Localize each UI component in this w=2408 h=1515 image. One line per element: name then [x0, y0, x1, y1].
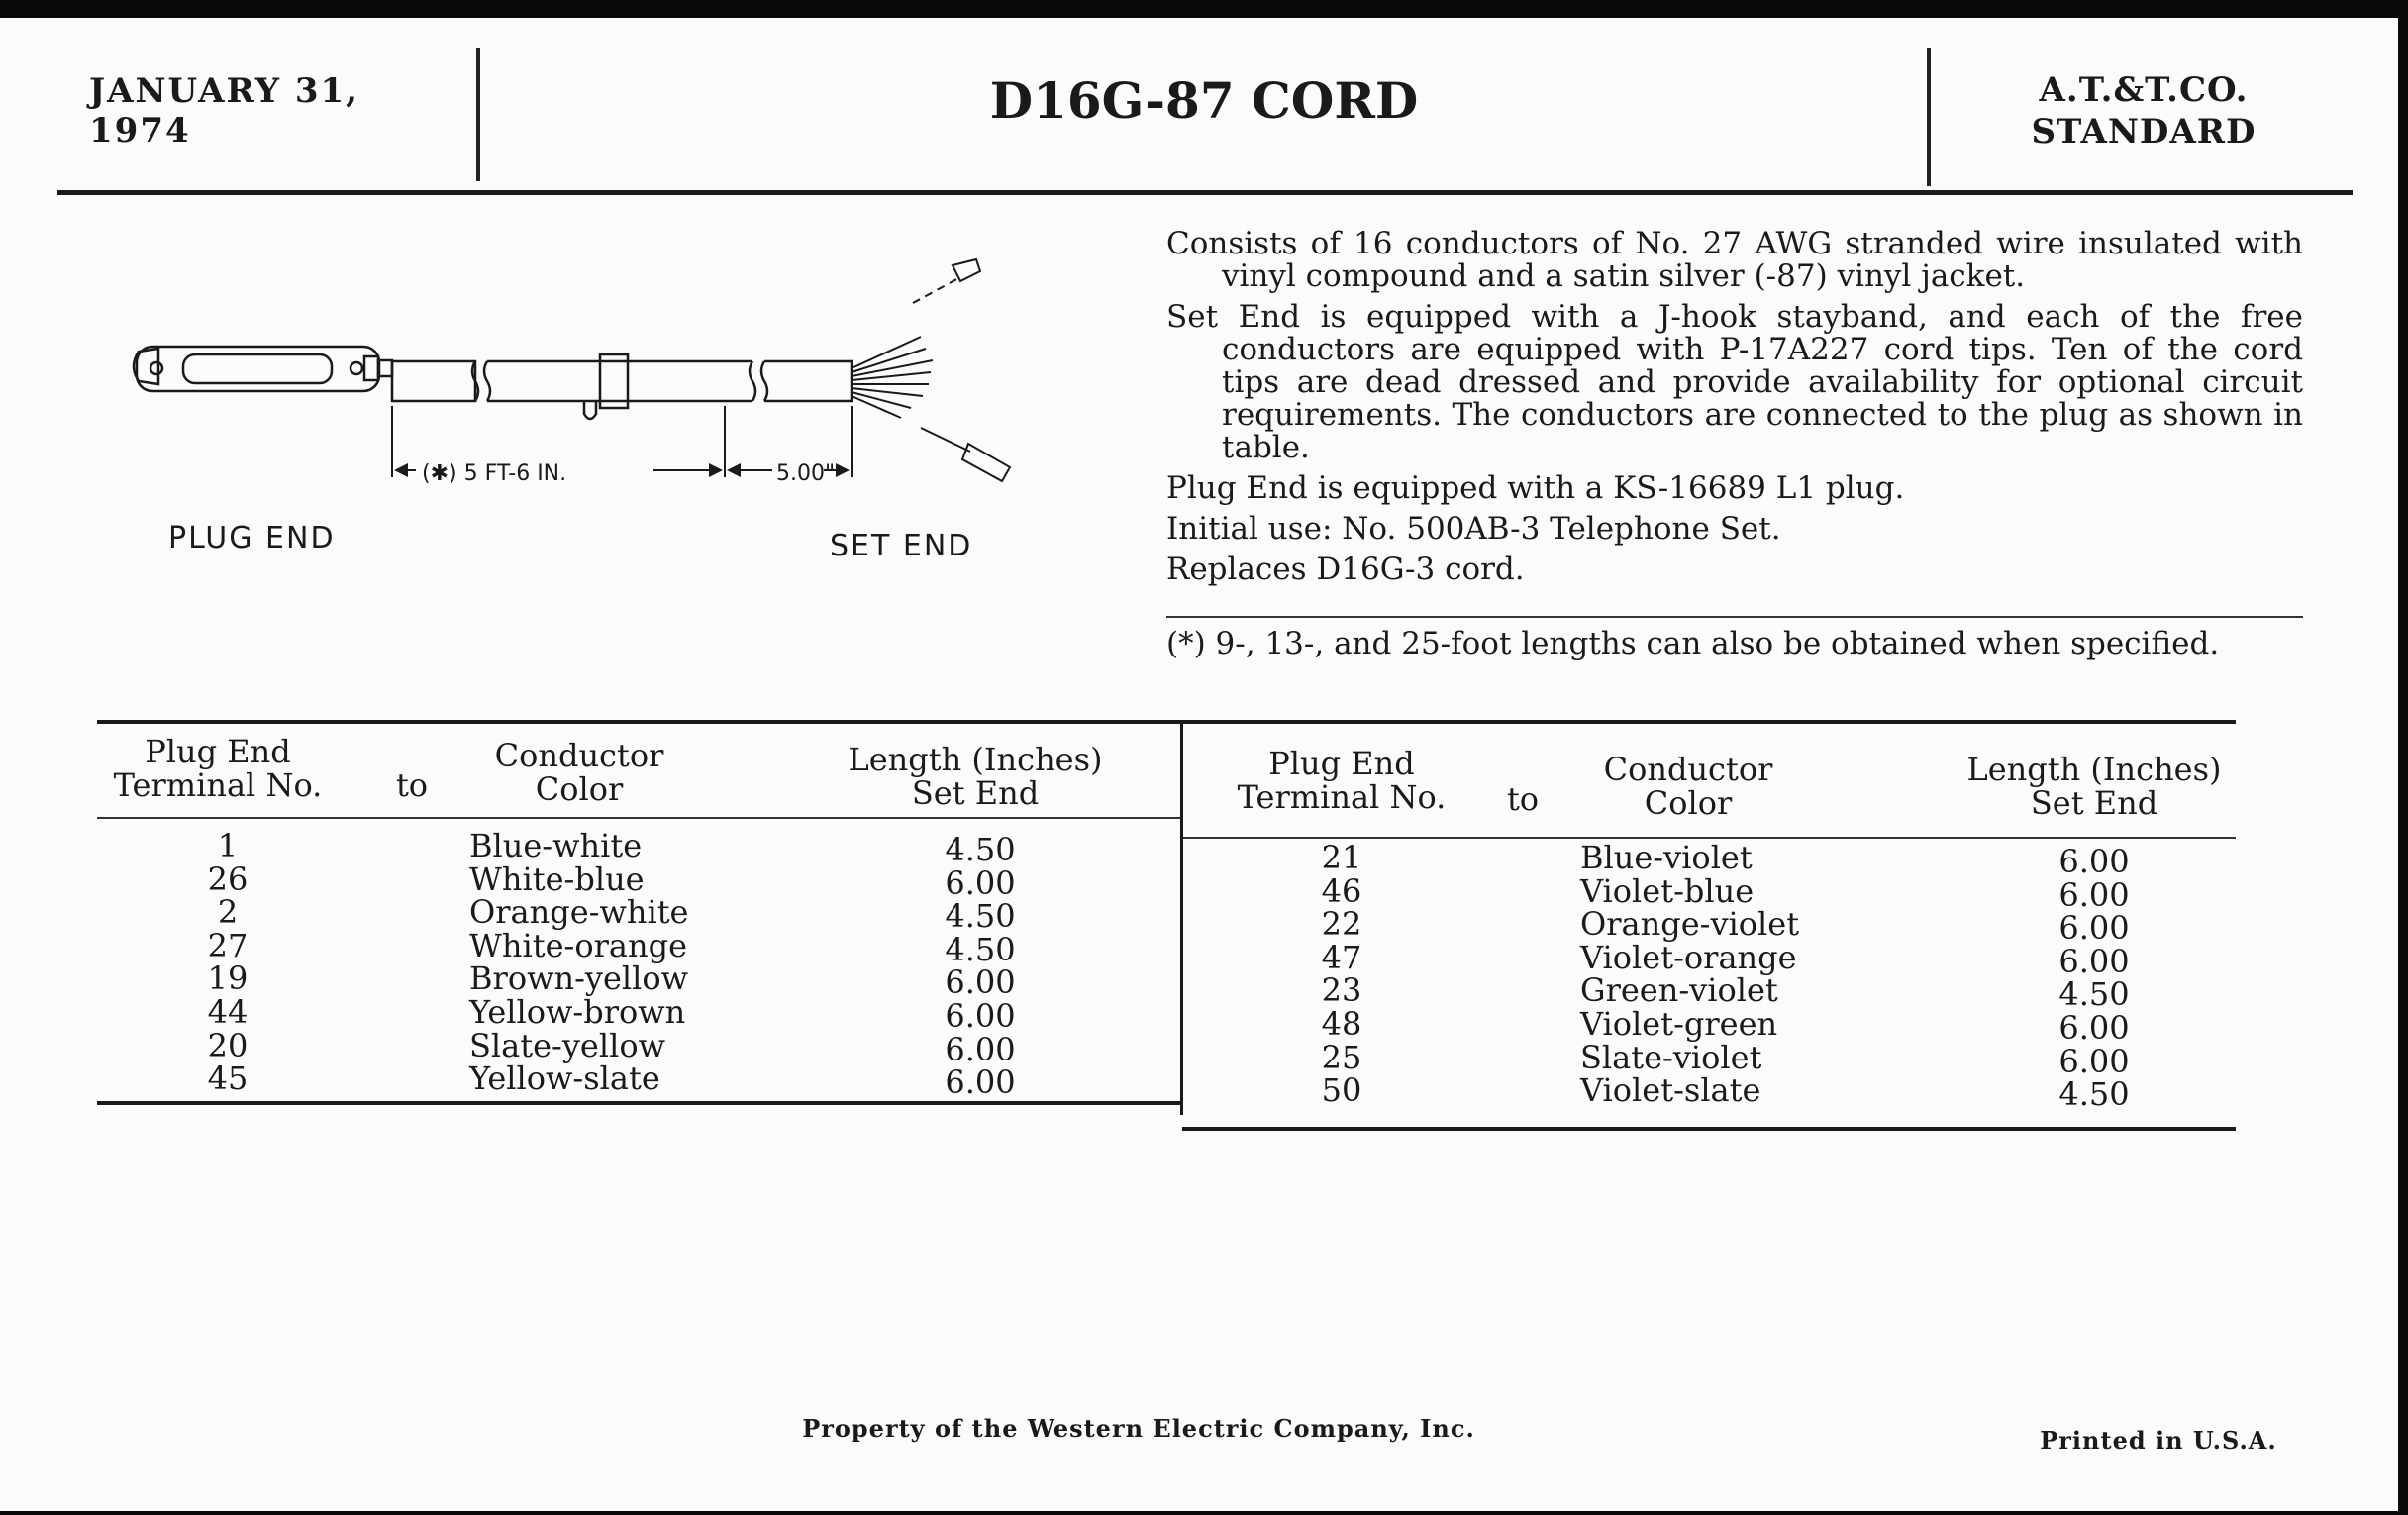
- table-cell: Violet-orange: [1580, 938, 1797, 976]
- table-bottom-rule-left: [97, 1101, 1182, 1105]
- table-cell: 46: [1321, 871, 1362, 910]
- dimension-set-label: 5.00": [776, 461, 836, 486]
- right-length-column: [2035, 843, 2154, 1114]
- table-cell: 6.00: [945, 996, 1016, 1035]
- table-cell: 6.00: [2058, 1042, 2130, 1080]
- table-cell: 4.50: [945, 930, 1016, 968]
- printed-notice: Printed in U.S.A.: [2040, 1426, 2277, 1455]
- plug-end-label: PLUG END: [168, 521, 336, 556]
- table-cell: 6.00: [2058, 1008, 2130, 1047]
- table-cell: 6.00: [2058, 942, 2130, 980]
- table-cell: Violet-slate: [1580, 1071, 1761, 1110]
- left-terminal-column: [178, 827, 277, 1098]
- table-cell: 47: [1321, 938, 1362, 976]
- description-para-3: Plug End is equipped with a KS-16689 L1 plug.: [1166, 470, 1905, 506]
- table-cell: 4.50: [2058, 975, 2130, 1014]
- right-terminal-column: [1292, 839, 1391, 1110]
- table-cell: Violet-green: [1580, 1004, 1778, 1043]
- table-cell: Slate-yellow: [469, 1026, 665, 1064]
- table-cell: 50: [1321, 1071, 1362, 1110]
- left-color-column: [469, 827, 766, 1098]
- table-cell: 6.00: [945, 963, 1016, 1002]
- table-cell: 6.00: [2058, 875, 2130, 914]
- dimension-length-label: (✱) 5 FT-6 IN.: [422, 461, 567, 486]
- header-color-left: Conductor Color: [494, 737, 664, 808]
- right-color-column: [1580, 839, 1897, 1110]
- table-cell: 6.00: [945, 1030, 1016, 1068]
- table-cell: 2: [217, 893, 239, 932]
- description-rule: [1166, 616, 2303, 618]
- table-top-rule: [97, 720, 2236, 724]
- table-cell: 26: [207, 859, 249, 898]
- description-para-5: Replaces D16G-3 cord.: [1166, 552, 1525, 587]
- left-length-column: [921, 831, 1040, 1102]
- table-cell: Orange-violet: [1580, 905, 1800, 944]
- table-cell: Violet-blue: [1580, 871, 1755, 910]
- length-note: (*) 9-, 13-, and 25-foot lengths can also be obtained when specified.: [1166, 626, 2220, 661]
- cord-diagram: [119, 257, 1069, 535]
- header-to-right: to: [1506, 780, 1540, 818]
- property-notice: Property of the Western Electric Company, Inc.: [802, 1414, 1475, 1443]
- standard-block: [1931, 69, 2357, 152]
- scan-edge-right: [2398, 0, 2408, 1515]
- table-cell: 45: [207, 1060, 249, 1098]
- header-length-left: Length (Inches) Set End: [848, 741, 1103, 812]
- table-cell: Green-violet: [1580, 971, 1778, 1010]
- table-cell: Orange-white: [469, 893, 689, 932]
- description-para-2: Set End is equipped with a J-hook stayband, and each of the free conductors are equipped with P-17A227 cord tips. Ten of the cord tips are dead dressed and provide availability for optional circuit requirements. The conductors are connected to the plug as shown in table.: [1166, 299, 2303, 465]
- scan-edge-top: [0, 0, 2408, 18]
- table-cell: Yellow-brown: [469, 992, 686, 1031]
- table-cell: White-orange: [469, 926, 688, 964]
- description: [1166, 228, 2303, 594]
- table-cell: 6.00: [945, 863, 1016, 902]
- table-header-rule-left: [97, 817, 1180, 819]
- page-title: D16G-87 CORD: [989, 71, 1419, 130]
- header-rule: [57, 190, 2353, 195]
- table-cell: 4.50: [945, 897, 1016, 936]
- table-cell: 21: [1321, 839, 1362, 876]
- description-para-4: Initial use: No. 500AB-3 Telephone Set.: [1166, 511, 1781, 547]
- table-cell: Slate-violet: [1580, 1038, 1762, 1076]
- table-cell: 6.00: [2058, 843, 2130, 880]
- header-color-right: Conductor Color: [1603, 751, 1773, 822]
- header-to-left: to: [395, 766, 429, 804]
- cable-icon: [392, 354, 852, 419]
- conductor-fan-icon: [852, 259, 1010, 481]
- header-length-right: Length (Inches) Set End: [1966, 751, 2222, 822]
- table-cell: Brown-yellow: [469, 960, 689, 998]
- issue-date: JANUARY 31, 1974: [89, 71, 359, 151]
- table-cell: 6.00: [945, 1063, 1016, 1102]
- table-cell: 6.00: [2058, 909, 2130, 948]
- description-para-1: Consists of 16 conductors of No. 27 AWG stranded wire insulated with vinyl compound and a satin silver (-87) vinyl jacket.: [1166, 226, 2303, 294]
- header-terminal-right: Plug End Terminal No.: [1237, 745, 1447, 816]
- header-terminal-left: Plug End Terminal No.: [113, 733, 323, 804]
- table-cell: 4.50: [945, 831, 1016, 868]
- table-cell: 27: [207, 926, 249, 964]
- table-cell: 44: [207, 992, 249, 1031]
- standard-line-2: STANDARD: [2031, 112, 2257, 152]
- standard-line-1: A.T.&T.CO.: [2039, 70, 2249, 110]
- table-cell: White-blue: [469, 859, 645, 898]
- table-cell: Yellow-slate: [469, 1060, 660, 1098]
- set-end-label: SET END: [830, 529, 973, 563]
- table-cell: 22: [1321, 905, 1362, 944]
- table-cell: 1: [217, 827, 239, 864]
- scan-edge-bottom: [0, 1511, 2408, 1515]
- table-cell: 25: [1321, 1038, 1362, 1076]
- plug-connector-icon: [134, 347, 392, 391]
- header-divider-left: [476, 48, 480, 181]
- table-bottom-rule-right: [1182, 1127, 2236, 1131]
- table-cell: Blue-white: [469, 827, 643, 864]
- table-cell: 23: [1321, 971, 1362, 1010]
- table-cell: 20: [207, 1026, 249, 1064]
- table-center-divider: [1180, 724, 1183, 1115]
- table-cell: 48: [1321, 1004, 1362, 1043]
- table-cell: 4.50: [2058, 1075, 2130, 1114]
- table-cell: 19: [207, 960, 249, 998]
- table-cell: Blue-violet: [1580, 839, 1753, 876]
